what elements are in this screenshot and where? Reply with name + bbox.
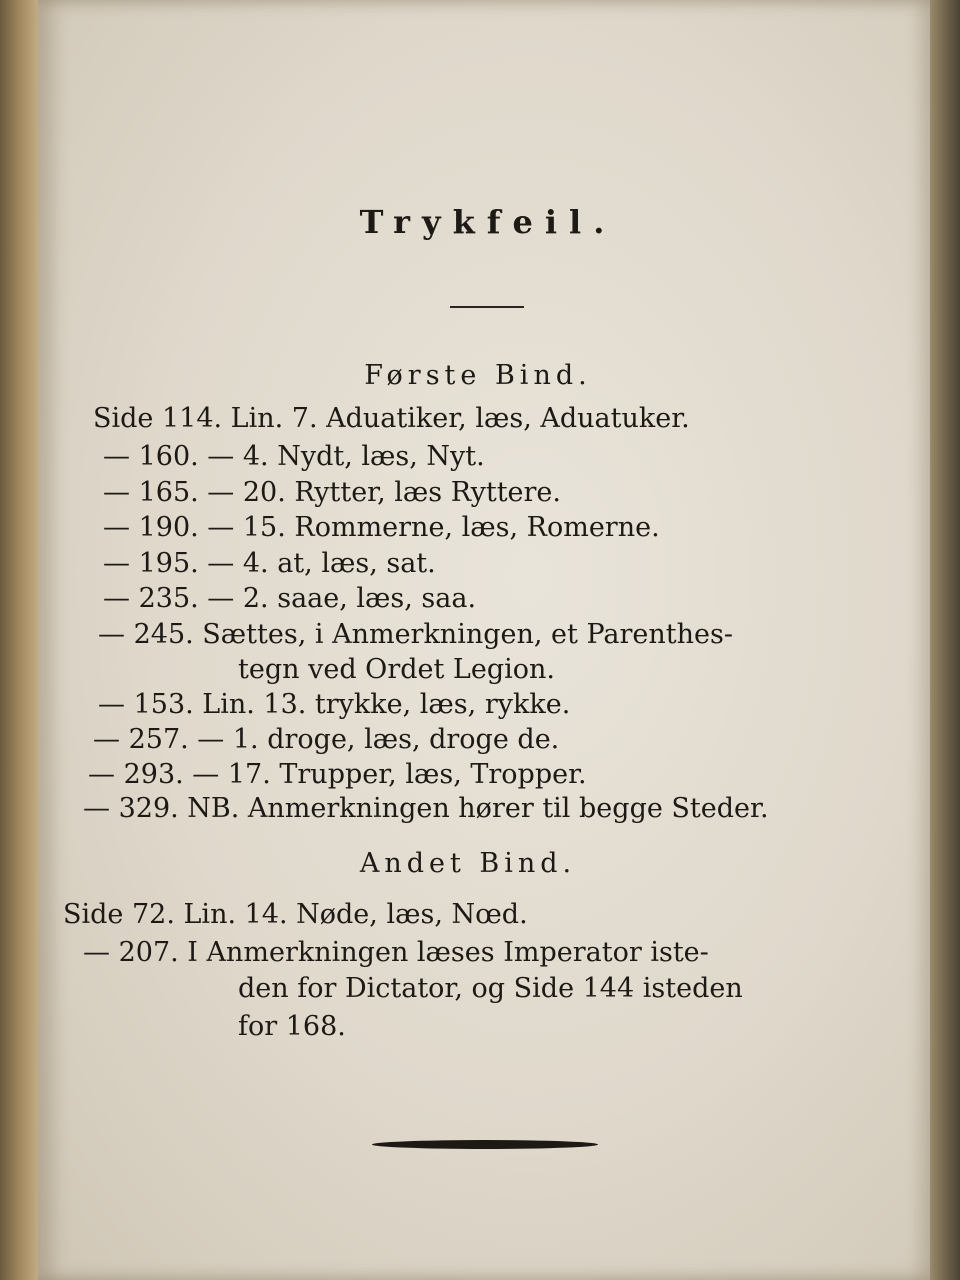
errata-line: — 190. — 15. Rommerne, læs, Romerne. [103,512,660,543]
errata-line: — 245. Sættes, i Anmerkningen, et Parenthes- [98,619,733,650]
errata-line: Side 72. Lin. 14. Nøde, læs, Nœd. [63,899,528,930]
page-title: Trykfeil. [359,203,617,241]
errata-line: — 293. — 17. Trupper, læs, Tropper. [88,759,587,790]
section-heading-forste-bind: Første Bind. [364,360,592,391]
title-divider [450,306,524,308]
errata-line: — 257. — 1. droge, læs, droge de. [93,724,560,755]
errata-line: for 168. [238,1011,346,1042]
errata-line: — 329. NB. Anmerkningen hører til begge Steder. [83,793,769,824]
end-ornament-rule [372,1140,598,1149]
errata-line: — 165. — 20. Rytter, læs Ryttere. [103,477,561,508]
errata-line: — 235. — 2. saae, læs, saa. [103,583,477,614]
errata-line: den for Dictator, og Side 144 isteden [238,973,743,1004]
errata-line: Side 114. Lin. 7. Aduatiker, læs, Aduatuker. [93,403,690,434]
errata-line: tegn ved Ordet Legion. [238,654,555,685]
book-page [38,0,930,1280]
errata-line: — 195. — 4. at, læs, sat. [103,548,436,579]
section-heading-andet-bind: Andet Bind. [359,848,577,879]
errata-line: — 160. — 4. Nydt, læs, Nyt. [103,441,485,472]
errata-line: — 207. I Anmerkningen læses Imperator iste- [83,937,709,968]
errata-line: — 153. Lin. 13. trykke, læs, rykke. [98,689,571,720]
